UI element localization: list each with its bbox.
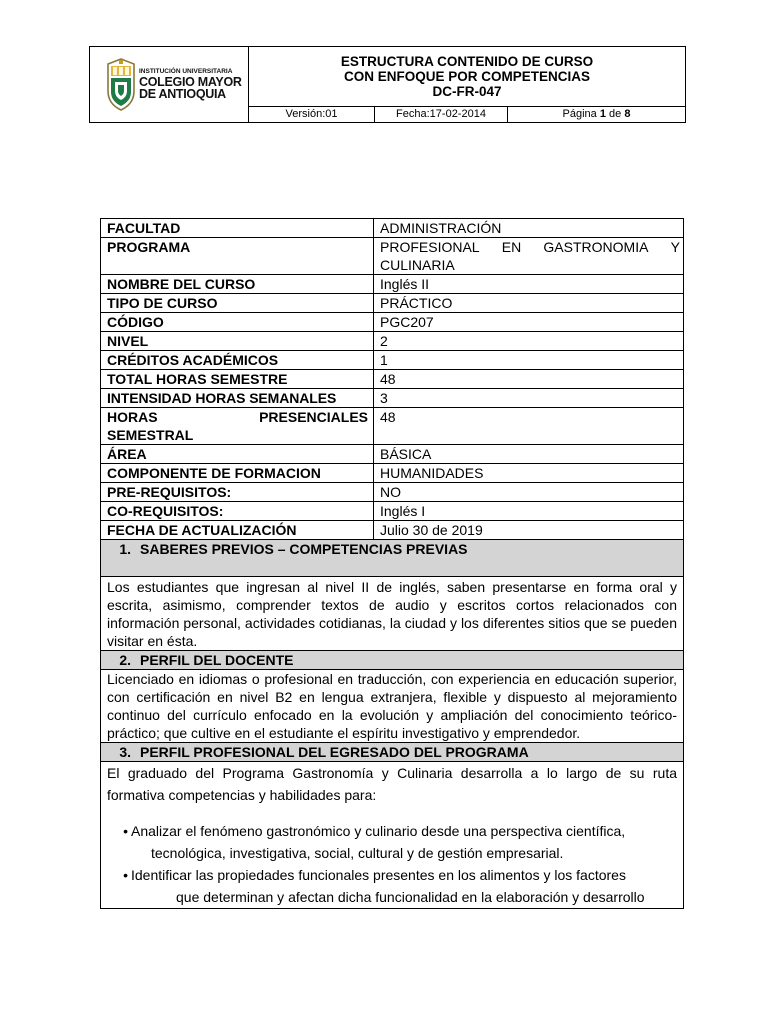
list-item-line-1: Identificar las propiedades funcionales presentes en los alimentos y los factores [131, 867, 626, 883]
section-3-heading [101, 743, 683, 762]
field-label: NIVEL [101, 332, 374, 350]
list-item-line-2: que determinan y afectan dicha funcionalidad en la elaboración y desarrollo [176, 889, 645, 905]
label-word: HORAS [107, 409, 158, 425]
row-total-horas [101, 370, 683, 389]
section-2-heading [101, 651, 683, 670]
field-value: Julio 30 de 2019 [380, 522, 483, 538]
field-label: PROGRAMA [101, 238, 374, 274]
label-word: PRESENCIALES [259, 409, 368, 425]
field-label: ÁREA [101, 445, 374, 463]
title-line-1: ESTRUCTURA CONTENIDO DE CURSO [340, 54, 594, 69]
row-prerequisitos [101, 483, 683, 502]
institution-logo [90, 47, 249, 122]
course-table [100, 218, 684, 909]
header-meta-row [249, 107, 685, 122]
section-2-text: Licenciado en idiomas o profesional en traducción, con experiencia en educación superior, con certificación en nivel B2 en lengua extranjera, flexible y dispuesto al mejoramiento continuo del currículo enfocado en la evolución y ampliación del conocimiento teórico-práctico; que cultive en el estudiante el espíritu investigativo y emprendedor. [101, 670, 683, 743]
field-label: TOTAL HORAS SEMESTRE [101, 370, 374, 388]
date-label: Fecha:17-02-2014 [375, 107, 508, 122]
page-prefix: Página [562, 108, 600, 120]
field-value: 48 [380, 409, 396, 425]
page-total: 8 [624, 108, 631, 120]
field-value: HUMANIDADES [380, 465, 484, 481]
value-word: EN [501, 239, 522, 255]
field-value: 2 [380, 333, 388, 349]
row-creditos [101, 351, 683, 370]
row-codigo [101, 313, 683, 332]
section-title: PERFIL PROFESIONAL DEL EGRESADO DEL PROGRAMA [140, 744, 529, 760]
field-label: FACULTAD [101, 219, 374, 237]
row-nombre-curso [101, 275, 683, 294]
field-value: 1 [380, 352, 388, 368]
field-value: Inglés I [380, 503, 426, 519]
institution-name-line2: DE ANTIOQUIA [139, 87, 226, 101]
bullet-icon: • [123, 823, 128, 839]
field-value: PRÁCTICO [380, 295, 453, 311]
section-number: 1. [119, 541, 131, 557]
row-area [101, 445, 683, 464]
field-value [374, 238, 683, 274]
row-tipo-curso [101, 294, 683, 313]
institution-name [139, 68, 242, 100]
list-item-line-1: Analizar el fenómeno gastronómico y culinario desde una perspectiva científica, [131, 823, 626, 839]
row-corequisitos [101, 502, 683, 521]
page-indicator [508, 107, 685, 122]
field-value: PGC207 [380, 314, 434, 330]
document-code: DC-FR-047 [432, 84, 502, 99]
field-label: FECHA DE ACTUALIZACIÓN [101, 521, 374, 539]
row-fecha-actualizacion [101, 521, 683, 540]
field-label: CÓDIGO [101, 313, 374, 331]
label-line-2: SEMESTRAL [107, 427, 194, 443]
field-value: ADMINISTRACIÓN [380, 220, 502, 236]
field-value: BÁSICA [380, 446, 432, 462]
value-word: GASTRONOMIA [543, 239, 649, 255]
list-item-text [131, 820, 683, 864]
row-componente [101, 464, 683, 483]
bullet-icon: • [123, 867, 128, 883]
section-number: 2. [119, 652, 131, 668]
row-programa [101, 238, 683, 275]
institution-name-line1: COLEGIO MAYOR [139, 75, 242, 89]
row-horas-presenciales [101, 408, 683, 445]
section-title: SABERES PREVIOS – COMPETENCIAS PREVIAS [140, 541, 468, 557]
programa-line-1 [380, 238, 680, 256]
field-label: NOMBRE DEL CURSO [101, 275, 374, 293]
list-item-text [131, 864, 683, 908]
field-label: TIPO DE CURSO [101, 294, 374, 312]
value-word: Y [670, 239, 680, 255]
field-label: INTENSIDAD HORAS SEMANALES [101, 389, 374, 407]
list-item [101, 820, 683, 864]
institution-type: INSTITUCIÓN UNIVERSITARIA [139, 68, 233, 75]
field-value: NO [380, 484, 401, 500]
page-number: 1 [599, 108, 606, 120]
programa-line-2: CULINARIA [380, 257, 455, 273]
list-item-line-2: tecnológica, investigativa, social, cultural y de gestión empresarial. [151, 845, 564, 861]
page-of: de [605, 108, 625, 120]
field-value: Inglés II [380, 276, 430, 292]
document-title [249, 47, 685, 107]
label-line-1 [107, 408, 373, 426]
title-line-2: CON ENFOQUE POR COMPETENCIAS [343, 69, 591, 84]
field-label: CO-REQUISITOS: [101, 502, 374, 520]
document-header [89, 46, 686, 123]
row-intensidad [101, 389, 683, 408]
field-value: 3 [380, 390, 388, 406]
row-nivel [101, 332, 683, 351]
field-label: COMPONENTE DE FORMACION [101, 464, 374, 482]
field-value: 48 [380, 371, 396, 387]
row-facultad [101, 219, 683, 238]
field-label: PRE-REQUISITOS: [101, 483, 374, 501]
shield-logo-icon [106, 58, 136, 111]
section-3-intro: El graduado del Programa Gastronomía y Culinaria desarrolla a lo largo de su ruta formativa competencias y habilidades para: [107, 765, 677, 803]
version-label: Versión:01 [249, 107, 375, 122]
section-title: PERFIL DEL DOCENTE [140, 652, 294, 668]
section-number: 3. [119, 744, 131, 760]
section-1-heading [101, 540, 683, 577]
list-item [101, 864, 683, 908]
value-word: PROFESIONAL [380, 239, 480, 255]
field-label [101, 408, 374, 444]
section-1-text: Los estudiantes que ingresan al nivel II de inglés, saben presentarse en forma oral y escrita, asimismo, comprender textos de audio y escritos cortos relacionados con información personal, actividades cotidianas, la ciudad y los diferentes sitios que se pueden visitar en ésta. [101, 577, 683, 651]
field-label: CRÉDITOS ACADÉMICOS [101, 351, 374, 369]
